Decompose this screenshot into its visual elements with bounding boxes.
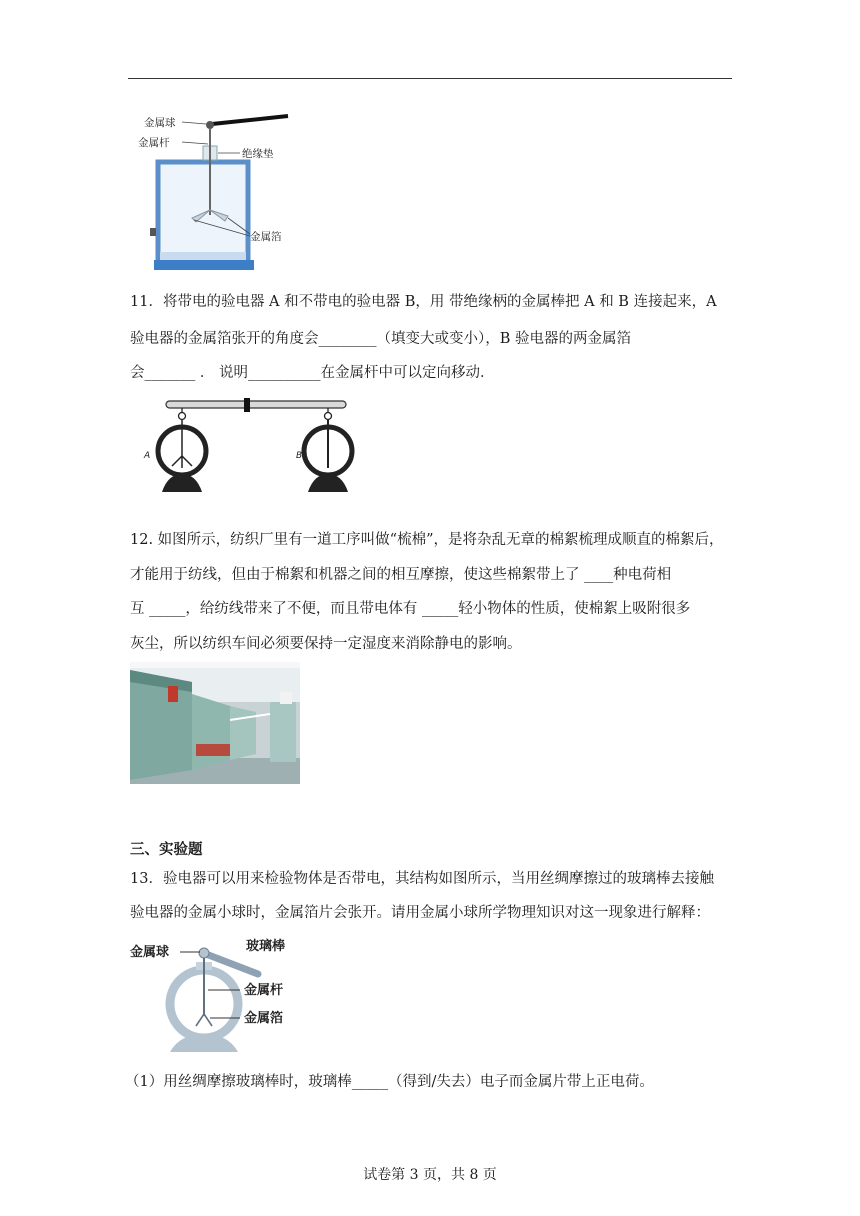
- label-metal-rod: 金属杆: [138, 137, 170, 149]
- q12-line3: 互 _____，给纺线带来了不便，而且带电体有 _____轻小物体的性质，使棉絮上吸附很多: [130, 601, 691, 617]
- q11-line2: 验电器的金属箔张开的角度会________（填变大或变小），B 验电器的两金属箔: [130, 331, 632, 347]
- label-metal-ball: 金属球: [144, 117, 176, 129]
- label-b: B: [296, 451, 303, 461]
- page-footer: 试卷第 3 页，共 8 页: [363, 1167, 497, 1183]
- header-rule: [128, 78, 732, 79]
- q11-line1: 11．将带电的验电器 A 和不带电的验电器 B，用 带绝缘柄的金属棒把 A 和 B 连接起来，A: [130, 294, 717, 310]
- label-metal-foil-2: 金属箔: [244, 1011, 284, 1026]
- label-insulating-pad: 绝缘垫: [242, 148, 274, 160]
- label-glass-rod: 玻璃棒: [246, 939, 286, 954]
- label-metal-ball-2: 金属球: [130, 945, 170, 960]
- label-metal-rod-2: 金属杆: [244, 983, 284, 998]
- q13-subquestion-1: （1）用丝绸摩擦玻璃棒时，玻璃棒_____（得到/失去）电子而金属片带上正电荷。: [125, 1074, 654, 1090]
- label-metal-foil: 金属箔: [250, 231, 282, 243]
- labelled-electroscope-figure: [130, 934, 310, 1054]
- q13-line1: 13．验电器可以用来检验物体是否带电，其结构如图所示，当用丝绸摩擦过的玻璃棒去接触: [130, 871, 714, 887]
- q12-line2: 才能用于纺线，但由于棉絮和机器之间的相互摩擦，使这些棉絮带上了 ____种电荷相: [130, 567, 672, 583]
- q13-line2: 验电器的金属小球时，金属箔片会张开。请用金属小球所学物理知识对这一现象进行解释：: [130, 905, 710, 921]
- section-heading: 三、实验题: [130, 842, 203, 858]
- q12-line1: 12. 如图所示，纺织厂里有一道工序叫做“梳棉”，是将杂乱无章的棉絮梳理成顺直的棉絮后，: [130, 532, 724, 548]
- textile-factory-photo: [130, 662, 300, 784]
- electroscope-box-figure: [130, 110, 290, 276]
- two-electroscopes-figure: [140, 396, 355, 496]
- label-a: A: [144, 451, 151, 461]
- q11-line3: 会_______ ． 说明__________在金属杆中可以定向移动．: [130, 365, 495, 381]
- q12-line4: 灰尘，所以纺织车间必须要保持一定湿度来消除静电的影响。: [130, 636, 522, 652]
